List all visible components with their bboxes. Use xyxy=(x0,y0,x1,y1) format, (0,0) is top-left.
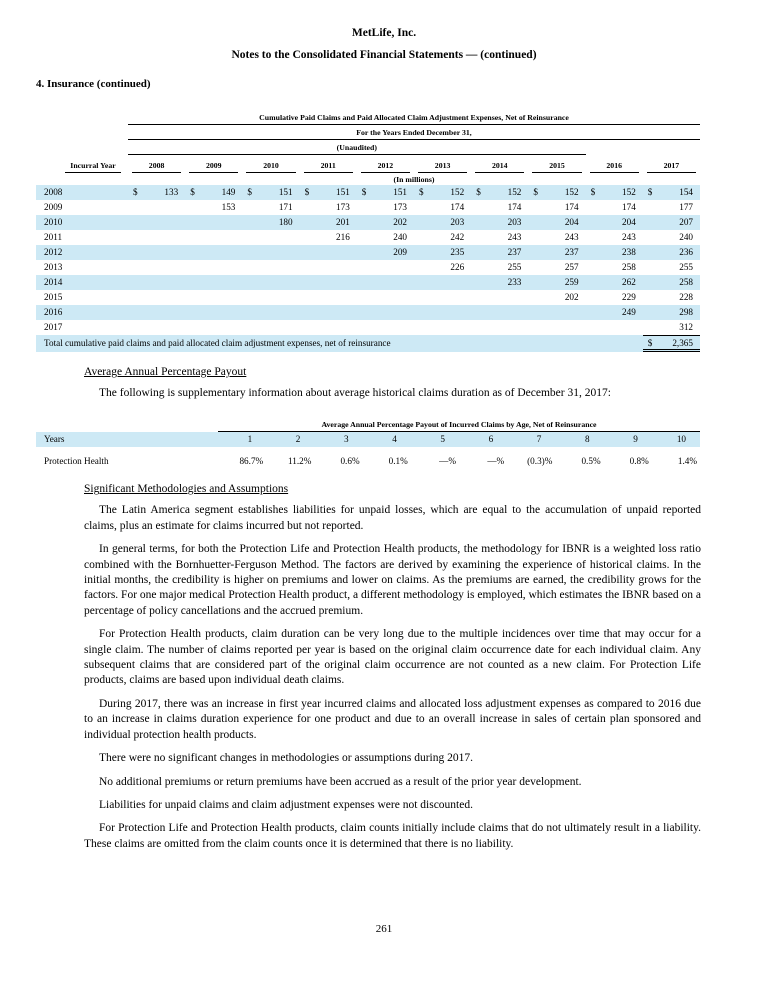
document-header xyxy=(0,0,768,61)
claims-value: 133 xyxy=(164,187,179,197)
claims-value-cell: 204 xyxy=(622,217,636,227)
age-column-header: 1 xyxy=(247,434,253,445)
payout-heading: Average Annual Percentage Payout xyxy=(84,366,247,378)
dollar-sign: $ xyxy=(647,338,653,348)
years-header: Years xyxy=(44,434,65,445)
claims-total-value: 2,365 xyxy=(672,338,693,348)
claims-value-cell xyxy=(528,185,585,200)
year-column-header: 2008 xyxy=(128,158,185,173)
payout-table-data-row xyxy=(36,453,700,469)
claims-value-cell: 216 xyxy=(336,232,350,242)
claims-table-subtitle-row xyxy=(36,125,700,140)
claims-value-cell xyxy=(586,185,643,200)
claims-row-2015 xyxy=(36,290,700,305)
payout-value-cell: 11.2% xyxy=(288,456,312,467)
claims-value: 151 xyxy=(393,187,407,197)
age-column-header: 5 xyxy=(440,434,445,445)
payout-table-title-row xyxy=(36,418,700,432)
year-column-header: 2017 xyxy=(643,158,700,173)
claims-value-cell: 237 xyxy=(507,247,522,257)
body-paragraph: In general terms, for both the Protection Life and Protection Health products, the methodology for IBNR is a weighted loss ratio combined with the Bornhuetter-Ferguson Method. The factors are derived by examining the experience of historical claims. In the initial months, the credibility is higher on premiums and lower on claims. As the premiums are earned, the credibility grows for the factors. For one major medical Protection Health product, a different methodology is employed, which estimates the IBNR based on a percentage of policy cancellations and the accrued premium. xyxy=(84,543,701,617)
payout-value-cell: 86.7% xyxy=(239,456,264,467)
claims-value-cell: 229 xyxy=(622,292,636,302)
payout-value-cell: 0.6% xyxy=(340,456,360,467)
claims-value-cell: 235 xyxy=(450,247,465,257)
age-column-header: 3 xyxy=(344,434,349,445)
claims-value-cell: 171 xyxy=(278,202,293,212)
dollar-sign: $ xyxy=(476,187,481,197)
incurral-year-cell: 2014 xyxy=(44,277,63,287)
age-column-header: 6 xyxy=(488,434,494,445)
claims-value-cell: 257 xyxy=(564,262,579,272)
claims-value-cell: 153 xyxy=(221,202,236,212)
claims-value-cell xyxy=(185,185,242,200)
claims-value: 154 xyxy=(679,187,693,197)
claims-value-cell xyxy=(471,185,528,200)
payout-value-cell: 0.5% xyxy=(581,456,601,467)
claims-value-cell: 255 xyxy=(507,262,522,272)
incurral-year-cell: 2008 xyxy=(44,187,63,197)
claims-value-cell xyxy=(414,185,471,200)
age-column-header: 10 xyxy=(676,434,686,445)
age-column-header: 9 xyxy=(633,434,638,445)
claims-value-cell: 249 xyxy=(622,307,636,317)
claims-value-cell: 180 xyxy=(278,217,293,227)
incurral-year-header: Incurral Year xyxy=(36,155,128,173)
notes-title: Notes to the Consolidated Financial Statements — (continued) xyxy=(231,49,537,61)
claims-row-2008 xyxy=(36,185,700,200)
claims-total-row xyxy=(36,335,700,352)
age-column-header: 2 xyxy=(295,434,301,445)
claims-value: 151 xyxy=(336,187,350,197)
claims-value: 151 xyxy=(278,187,293,197)
unaudited-label: (Unaudited) xyxy=(128,140,586,155)
claims-value-cell: 203 xyxy=(507,217,522,227)
claims-value-cell: 238 xyxy=(622,247,636,257)
claims-value-cell xyxy=(242,185,299,200)
age-column-header: 4 xyxy=(392,434,397,445)
claims-table-unaudited-row xyxy=(36,140,700,155)
incurral-year-cell: 2012 xyxy=(44,247,63,257)
claims-table-title-row xyxy=(36,110,700,125)
payout-value-cell: 0.8% xyxy=(629,456,649,467)
claims-value-cell: 174 xyxy=(622,202,636,212)
claims-value-cell: 242 xyxy=(450,232,465,242)
claims-value-cell: 204 xyxy=(564,217,579,227)
claims-value-cell: 228 xyxy=(679,292,693,302)
year-column-header: 2015 xyxy=(528,158,585,173)
age-column-header: 7 xyxy=(536,434,542,445)
dollar-sign: $ xyxy=(133,187,138,197)
year-column-header: 2016 xyxy=(586,158,643,173)
units-label: (In millions) xyxy=(393,175,435,184)
payout-table-header-row xyxy=(36,432,700,447)
payout-section xyxy=(84,366,701,401)
claims-value-cell: 202 xyxy=(393,217,407,227)
incurral-year-cell: 2015 xyxy=(44,292,63,302)
claims-table-title: Cumulative Paid Claims and Paid Allocated Claim Adjustment Expenses, Net of Reinsurance xyxy=(128,110,700,125)
claims-value-cell: 237 xyxy=(564,247,579,257)
claims-value-cell: 243 xyxy=(564,232,579,242)
claims-row-2014 xyxy=(36,275,700,290)
claims-value-cell: 258 xyxy=(679,277,693,287)
claims-value-cell xyxy=(643,185,700,200)
claims-value-cell: 236 xyxy=(679,247,693,257)
claims-value-cell: 298 xyxy=(679,307,693,317)
claims-value-cell: 173 xyxy=(336,202,350,212)
body-paragraph: Liabilities for unpaid claims and claim adjustment expenses were not discounted. xyxy=(99,798,473,811)
payout-table xyxy=(36,418,700,469)
payout-intro: The following is supplementary information about average historical claims duration as of December 31, 2017: xyxy=(99,387,611,399)
claims-value-cell: 177 xyxy=(679,202,693,212)
claims-value-cell xyxy=(128,185,185,200)
body-paragraph: There were no significant changes in methodologies or assumptions during 2017. xyxy=(99,752,473,765)
claims-row-2009 xyxy=(36,200,700,215)
payout-table-title: Average Annual Percentage Payout of Incurred Claims by Age, Net of Reinsurance xyxy=(218,418,700,432)
year-column-header: 2011 xyxy=(300,158,357,173)
claims-value-cell: 207 xyxy=(679,217,693,227)
claims-value-cell: 202 xyxy=(564,292,579,302)
claims-value: 152 xyxy=(622,187,636,197)
dollar-sign: $ xyxy=(419,187,424,197)
body-paragraph: During 2017, there was an increase in first year incurred claims and allocated loss adjustment expenses as compared to 2016 due to an increase in claims duration experience for one product and due to an overall increase in sales of certain plan sponsored and individual protection health products. xyxy=(84,697,701,741)
claims-table-body xyxy=(36,185,700,335)
dollar-sign: $ xyxy=(533,187,538,197)
year-column-header: 2013 xyxy=(414,158,471,173)
claims-value-cell: 240 xyxy=(679,232,693,242)
company-name: MetLife, Inc. xyxy=(351,27,417,39)
body-paragraph: For Protection Health products, claim duration can be very long due to the multiple incidences over time that may occur for a single claim. The number of claims reported per year is based on the original claim occurrence date for each individual claim. Any subsequent claims that are considered part of the original claim occurrence are not counted as a new claim. For Protection Life products, claims are based upon individual death claims. xyxy=(84,628,701,687)
methodology-section xyxy=(84,483,701,852)
claims-value-cell: 209 xyxy=(393,247,407,257)
claims-value-cell: 203 xyxy=(450,217,465,227)
claims-value-cell: 174 xyxy=(507,202,522,212)
claims-total-label: Total cumulative paid claims and paid allocated claim adjustment expenses, net of reinsurance xyxy=(44,338,391,348)
dollar-sign: $ xyxy=(590,187,596,197)
dollar-sign: $ xyxy=(247,187,252,197)
claims-row-2012 xyxy=(36,245,700,260)
claims-value: 152 xyxy=(564,187,579,197)
incurral-year-cell: 2010 xyxy=(44,217,63,227)
claims-value-cell: 201 xyxy=(336,217,350,227)
dollar-sign: $ xyxy=(304,187,310,197)
payout-value-cell: (0.3)% xyxy=(527,456,553,467)
claims-value-cell: 173 xyxy=(393,202,407,212)
year-column-header: 2009 xyxy=(185,158,242,173)
dollar-sign: $ xyxy=(190,187,195,197)
cumulative-claims-table xyxy=(36,110,700,352)
claims-value: 149 xyxy=(221,187,236,197)
claims-table-years-row xyxy=(36,155,700,173)
body-paragraph: No additional premiums or return premiums have been accrued as a result of the prior year development. xyxy=(99,775,582,788)
claims-value-cell xyxy=(357,185,414,200)
section-heading: 4. Insurance (continued) xyxy=(36,78,151,90)
claims-value-cell: 255 xyxy=(679,262,693,272)
incurral-year-cell: 2016 xyxy=(44,307,63,317)
claims-row-2011 xyxy=(36,230,700,245)
dollar-sign: $ xyxy=(361,187,367,197)
claims-value-cell: 243 xyxy=(507,232,522,242)
claims-value-cell: 262 xyxy=(622,277,636,287)
claims-total-value-cell xyxy=(643,335,700,352)
payout-value-cell: 0.1% xyxy=(388,456,408,467)
claims-value-cell: 258 xyxy=(622,262,636,272)
claims-value-cell xyxy=(300,185,357,200)
claims-value-cell: 226 xyxy=(450,262,465,272)
incurral-year-cell: 2013 xyxy=(44,262,63,272)
claims-value: 152 xyxy=(450,187,465,197)
year-column-header: 2014 xyxy=(471,158,528,173)
payout-value-cell: —% xyxy=(439,456,456,467)
claims-value-cell: 312 xyxy=(679,322,693,332)
year-column-header: 2012 xyxy=(357,158,414,173)
claims-table-units-row xyxy=(36,173,700,185)
claims-row-2016 xyxy=(36,305,700,320)
payout-row-label: Protection Health xyxy=(44,456,109,467)
page-number: 261 xyxy=(375,923,393,935)
incurral-year-cell: 2017 xyxy=(44,322,63,332)
payout-value-cell: 1.4% xyxy=(677,456,697,467)
age-column-header: 8 xyxy=(585,434,590,445)
body-paragraph: The Latin America segment establishes liabilities for unpaid losses, which are equal to the accumulation of unpaid reported claims, plus an estimate for claims incurred but not reported. xyxy=(84,504,701,532)
claims-value-cell: 240 xyxy=(393,232,407,242)
incurral-year-cell: 2009 xyxy=(44,202,63,212)
claims-value-cell: 259 xyxy=(564,277,579,287)
claims-value: 152 xyxy=(507,187,522,197)
claims-value-cell: 174 xyxy=(450,202,465,212)
body-paragraph: For Protection Life and Protection Health products, claim counts initially include claims that do not ultimately result in a liability. These claims are omitted from the claim counts once it is determined that there is no liability. xyxy=(84,822,701,850)
payout-value-cell: —% xyxy=(487,456,505,467)
claims-value-cell: 174 xyxy=(564,202,579,212)
claims-value-cell: 233 xyxy=(507,277,522,287)
methodology-heading: Significant Methodologies and Assumptions xyxy=(84,483,289,496)
claims-row-2013 xyxy=(36,260,700,275)
claims-row-2017 xyxy=(36,320,700,335)
dollar-sign: $ xyxy=(647,187,653,197)
year-column-header: 2010 xyxy=(242,158,299,173)
claims-table-subtitle: For the Years Ended December 31, xyxy=(128,125,700,140)
incurral-year-cell: 2011 xyxy=(44,232,63,242)
claims-row-2010 xyxy=(36,215,700,230)
claims-value-cell: 243 xyxy=(622,232,636,242)
